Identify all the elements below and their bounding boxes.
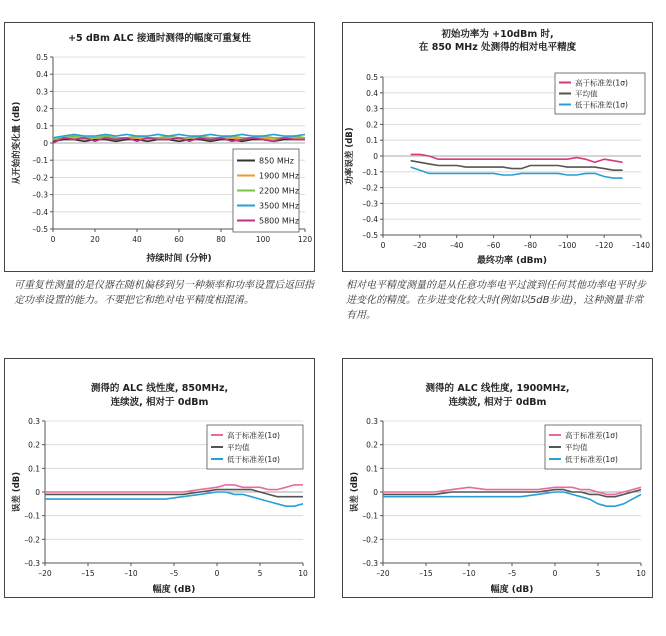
x-tick-label: 0 (552, 569, 558, 578)
y-tick-label: –0.2 (24, 535, 40, 545)
x-tick-label: 60 (174, 235, 184, 244)
y-tick-label: 0.2 (36, 104, 48, 114)
chart-amplitude-repeatability (5, 23, 314, 271)
x-tick-label: –10 (462, 569, 476, 578)
legend-label: 3500 MHz (259, 201, 300, 211)
x-tick-label: 0 (380, 241, 386, 250)
series-line (383, 487, 641, 494)
y-tick-label: 0.3 (366, 417, 378, 426)
y-tick-label: –0.3 (362, 199, 378, 209)
x-axis-label: 幅度 (dB) (152, 585, 196, 595)
x-tick-label: 40 (132, 235, 142, 244)
legend-label: 平均值 (565, 443, 588, 452)
y-tick-label: 0.4 (366, 88, 378, 98)
y-tick-label: 0 (373, 152, 378, 161)
y-tick-label: –0.2 (362, 535, 378, 545)
x-tick-label: –5 (169, 569, 179, 578)
y-tick-label: –0.1 (32, 156, 48, 166)
x-axis-label: 幅度 (dB) (490, 585, 534, 595)
x-tick-label: –5 (507, 569, 517, 578)
legend-label: 高于标准差(1σ) (227, 431, 280, 440)
x-tick-label: –20 (376, 569, 390, 578)
y-tick-label: 0 (35, 488, 40, 497)
legend-label: 平均值 (575, 89, 598, 99)
y-tick-label: –0.5 (362, 231, 378, 240)
y-tick-label: 0.1 (366, 136, 378, 146)
y-tick-label: –0.5 (32, 225, 48, 234)
y-tick-label: 0.3 (28, 417, 40, 426)
legend-label: 低于标准差(1σ) (227, 455, 280, 464)
chart-title: 连续波, 相对于 0dBm (110, 397, 209, 408)
x-tick-label: 20 (90, 235, 100, 244)
y-tick-label: 0.4 (36, 70, 48, 80)
chart-panel-alc-linearity-850 (4, 358, 315, 598)
x-tick-label: 0 (214, 569, 220, 578)
legend-label: 低于标准差(1σ) (575, 100, 628, 110)
chart-title: 初始功率为 +10dBm 时, (441, 29, 554, 40)
legend-label: 高于标准差(1σ) (575, 78, 628, 88)
y-tick-label: 0.1 (366, 464, 378, 474)
y-axis-label: 功率误差 (dB) (345, 127, 355, 185)
y-tick-label: 0.3 (36, 87, 48, 97)
series-line (45, 485, 303, 492)
legend-label: 2200 MHz (259, 186, 300, 196)
y-axis-label: 误差 (dB) (350, 471, 360, 513)
y-tick-label: –0.3 (362, 559, 378, 568)
y-tick-label: –0.1 (362, 511, 378, 521)
x-tick-label: 100 (255, 235, 271, 244)
chart-alc-linearity-850 (5, 359, 314, 597)
x-tick-label: –120 (595, 241, 614, 250)
x-tick-label: –80 (523, 241, 538, 250)
y-tick-label: 0 (43, 139, 48, 148)
y-tick-label: –0.4 (32, 207, 48, 217)
x-tick-label: –20 (413, 241, 427, 250)
legend-label: 5800 MHz (259, 216, 300, 226)
chart-title: 连续波, 相对于 0dBm (448, 397, 547, 408)
y-tick-label: –0.4 (362, 215, 378, 225)
y-tick-label: –0.3 (24, 559, 40, 568)
chart-panel-relative-level-accuracy (342, 22, 653, 272)
y-tick-label: –0.2 (362, 183, 378, 193)
series-line (411, 154, 623, 162)
y-tick-label: 0.1 (36, 121, 48, 131)
chart-panel-alc-linearity-1900 (342, 358, 653, 598)
x-tick-label: 5 (595, 569, 601, 578)
chart-relative-level-accuracy (343, 23, 652, 271)
x-tick-label: –100 (558, 241, 577, 250)
chart-title: 测得的 ALC 线性度, 850MHz, (90, 383, 229, 394)
x-tick-label: –15 (419, 569, 433, 578)
y-tick-label: 0.1 (28, 464, 40, 474)
series-line (45, 490, 303, 497)
y-tick-label: 0.3 (366, 104, 378, 114)
x-tick-label: 80 (216, 235, 226, 244)
x-tick-label: –140 (631, 241, 651, 250)
x-tick-label: 0 (50, 235, 56, 244)
x-tick-label: –20 (38, 569, 52, 578)
legend-label: 平均值 (227, 443, 250, 452)
caption-relative-accuracy: 相对电平精度测量的是从任意功率电平过渡到任何其他功率电平时步进变化的精度。在步进变化较大时(例如以5dB步进)，这种测量非常有用。 (346, 280, 646, 321)
chart-title: 测得的 ALC 线性度, 1900MHz, (425, 383, 570, 394)
legend-label: 850 MHz (259, 156, 294, 166)
x-tick-label: 120 (297, 235, 313, 244)
y-tick-label: 0.2 (28, 440, 40, 450)
chart-alc-linearity-1900 (343, 359, 652, 597)
caption-repeatability: 可重复性测量的是仪器在随机偏移到另一种频率和功率设置后返回指定功率设置的能力。不要把它和绝对电平精度相混淆。 (14, 280, 314, 306)
x-axis-label: 最终功率 (dBm) (476, 256, 548, 266)
y-tick-label: 0 (373, 488, 378, 497)
x-tick-label: –15 (81, 569, 95, 578)
chart-title: +5 dBm ALC 接通时测得的幅度可重复性 (68, 33, 251, 44)
x-tick-label: 10 (298, 569, 308, 578)
y-tick-label: –0.2 (32, 173, 48, 183)
legend-label: 高于标准差(1σ) (565, 431, 618, 440)
y-tick-label: 0.5 (36, 53, 48, 62)
y-tick-label: –0.3 (32, 190, 48, 200)
y-axis-label: 误差 (dB) (12, 471, 22, 513)
y-tick-label: –0.1 (24, 511, 40, 521)
y-tick-label: 0.2 (366, 440, 378, 450)
y-tick-label: 0.2 (366, 120, 378, 130)
x-tick-label: 10 (636, 569, 646, 578)
x-tick-label: –40 (450, 241, 464, 250)
x-tick-label: –60 (486, 241, 501, 250)
series-line (411, 161, 623, 171)
x-tick-label: 5 (257, 569, 263, 578)
chart-title: 在 850 MHz 处测得的相对电平精度 (418, 42, 577, 53)
y-tick-label: 0.5 (366, 73, 378, 82)
x-tick-label: –10 (124, 569, 138, 578)
x-axis-label: 持续时间 (分钟) (146, 254, 212, 264)
legend-label: 1900 MHz (259, 171, 300, 181)
chart-panel-amplitude-repeatability (4, 22, 315, 272)
legend-label: 低于标准差(1σ) (565, 455, 618, 464)
y-axis-label: 从开始的变化量 (dB) (12, 101, 22, 185)
y-tick-label: –0.1 (362, 167, 378, 177)
